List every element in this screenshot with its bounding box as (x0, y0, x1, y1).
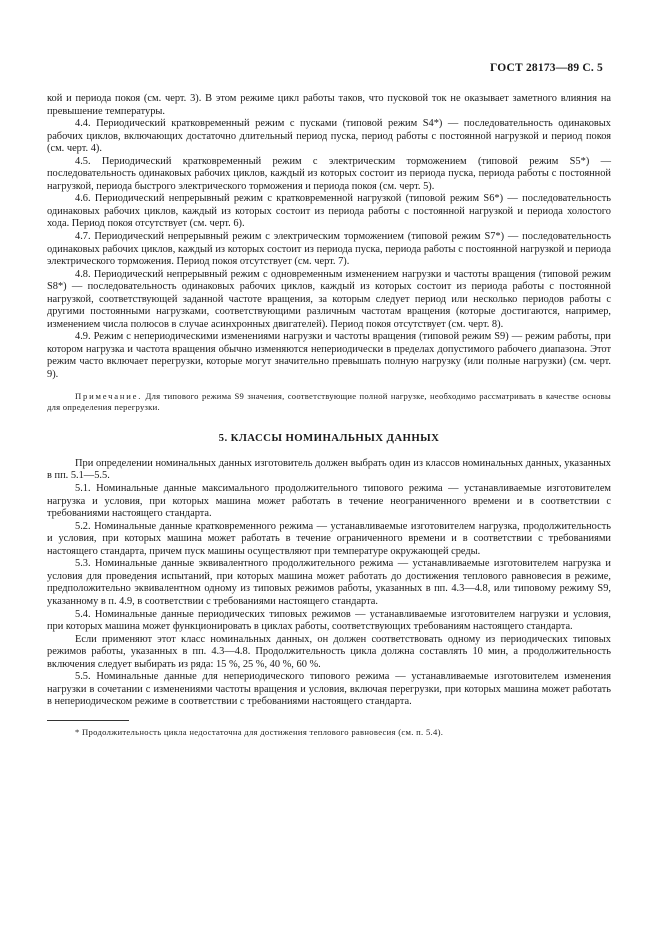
note (47, 391, 611, 414)
paragraph-continuation: кой и периода покоя (см. черт. 3). В этом режиме цикл работы таков, что пусковой ток не оказывает заметного влияния на превышение температуры. (47, 93, 611, 117)
paragraph-4-5: 4.5. Периодический кратковременный режим с электрическим торможением (типовой режим S5*) — последовательность одинаковых рабочих циклов, каждый из которых состоит из периода пуска, периода работы с постоянной нагрузкой, периода быстрого электрического торможения и периода покоя (см. черт. 5). (47, 155, 611, 192)
page-header: ГОСТ 28173—89 С. 5 (490, 62, 603, 74)
note-text: Для типового режима S9 значения, соответствующие полной нагрузке, необходимо рассматривать в качестве основы для определения перегрузки. (47, 390, 611, 412)
paragraph-5-4-cont: Если применяют этот класс номинальных данных, он должен соответствовать одному из периодических типовых режимов работы, указанных в пп. 4.3—4.8. Продолжительность цикла должна составлять 10 мин, а продолжительность включения следует выбирать из ряда: 15 %, 25 %, 40 %, 60 %. (47, 633, 611, 670)
document-body (47, 93, 611, 738)
paragraph-4-6: 4.6. Периодический непрерывный режим с кратковременной нагрузкой (типовой режим S6*) — последовательность одинаковых рабочих циклов, каждый из которых состоит из периода работы с постоянной нагрузкой и периода холостого хода. Период покоя отсутствует (см. черт. 6). (47, 193, 611, 230)
footnote-divider (47, 720, 129, 721)
paragraph-5-1: 5.1. Номинальные данные максимального продолжительного типового режима — устанавливаемые изготовителем нагрузка и условия, при которых машина может работать в течение неограниченного времени и в соответствии с требованиями настоящего стандарта. (47, 483, 611, 520)
paragraph-5-3: 5.3. Номинальные данные эквивалентного продолжительного режима — устанавливаемые изготовителем нагрузка и условия для проведения испытаний, при которых машина может работать до достижения теплового равновесия в режиме, предположительно эквивалентном одному из типовых режимов работы, указанных в пп. 4.3—4.8, или типовому режиму S9, указанному в п. 4.9, в соответствии с требованиями настоящего стандарта. (47, 558, 611, 607)
paragraph-5-intro: При определении номинальных данных изготовитель должен выбрать один из классов номинальных данных, указанных в пп. 5.1—5.5. (47, 457, 611, 482)
paragraph-4-4: 4.4. Периодический кратковременный режим с пусками (типовой режим S4*) — последовательность одинаковых рабочих циклов, включающих достаточно длительный период пуска, период работы с постоянной нагрузкой и период покоя (см. черт. 4). (47, 118, 611, 155)
section-title: 5. КЛАССЫ НОМИНАЛЬНЫХ ДАННЫХ (218, 432, 440, 445)
note-label: Примечание. (75, 390, 143, 401)
footnote: * Продолжительность цикла недостаточна для достижения теплового равновесия (см. п. 5.4). (75, 726, 444, 737)
paragraph-4-9: 4.9. Режим с непериодическими изменениями нагрузки и частоты вращения (типовой режим S9) — режим работы, при котором нагрузка и частота вращения обычно изменяются непериодически в пределах допустимого рабочего диапазона. Этот режим часто включает перегрузки, которые могут значительно превышать полную нагрузку (или полные нагрузки) (см. черт. 9). (47, 331, 611, 381)
paragraph-4-7: 4.7. Периодический непрерывный режим с электрическим торможением (типовой режим S7*) — последовательность одинаковых рабочих циклов, каждый из которых состоит из периода пуска, периода работы с постоянной нагрузкой и периода электрического торможения. Период покоя отсутствует (см. черт. 7). (47, 231, 611, 268)
paragraph-5-4: 5.4. Номинальные данные периодических типовых режимов — устанавливаемые изготовителем нагрузки и условия, при которых машина может функционировать в циклах работы, соответствующих требованиям настоящего стандарта. (47, 608, 611, 633)
paragraph-5-2: 5.2. Номинальные данные кратковременного режима — устанавливаемые изготовителем нагрузка, продолжительность и условия, при которых машина может работать в течение ограниченного времени и в соответствии с требованиями настоящего стандарта, причем пуск машины осуществляют при температуре окружающей среды. (47, 520, 611, 557)
paragraph-4-8: 4.8. Периодический непрерывный режим с одновременным изменением нагрузки и частоты вращения (типовой режим S8*) — последовательность одинаковых рабочих циклов, каждый из которых состоит из периода работы с постоянной нагрузкой, соответствующей заданной частоте вращения, за которым следует период или несколько периодов работы с другими постоянными нагрузками, соответствующими различным частотам вращения (которые достигаются, например, изменением числа полюсов в случае асинхронных двигателей). Период покоя отсутствует (см. черт. 8). (47, 268, 611, 330)
paragraph-5-5: 5.5. Номинальные данные для непериодического типового режима — устанавливаемые изготовителем изменения нагрузки в сочетании с изменениями частоты вращения и условия, включая перегрузки, при которых машина может работать в непериодическом режиме в соответствии с требованиями настоящего стандарта. (47, 671, 611, 708)
